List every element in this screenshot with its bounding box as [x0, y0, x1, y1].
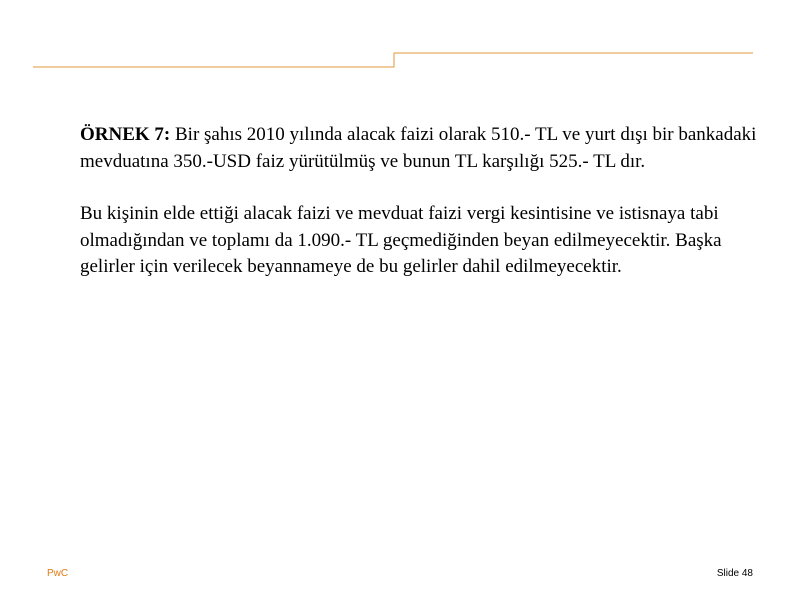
example-label: ÖRNEK 7: [80, 124, 171, 145]
slide-body [80, 122, 770, 281]
footer-brand: PwC [47, 568, 69, 579]
slide-number: Slide 48 [716, 568, 753, 579]
explanation-paragraph: Bu kişinin elde ettiği alacak faizi ve mevduat faizi vergi kesintisine ve istisnaya tabi olmadığından ve toplamı da 1.090.- TL geçmediğinden beyan edilmeyecektir. Başka gelirler için verilecek beyannameye de bu gelirler dahil edilmeyecektir. [80, 203, 722, 277]
example-paragraph [80, 122, 770, 175]
example-text: Bir şahıs 2010 yılında alacak faizi olarak 510.- TL ve yurt dışı bir bankadaki mevduatına 350.-USD faiz yürütülmüş ve bunun TL karşılığı 525.- TL dır. [80, 124, 757, 172]
header-divider-line [0, 0, 800, 80]
